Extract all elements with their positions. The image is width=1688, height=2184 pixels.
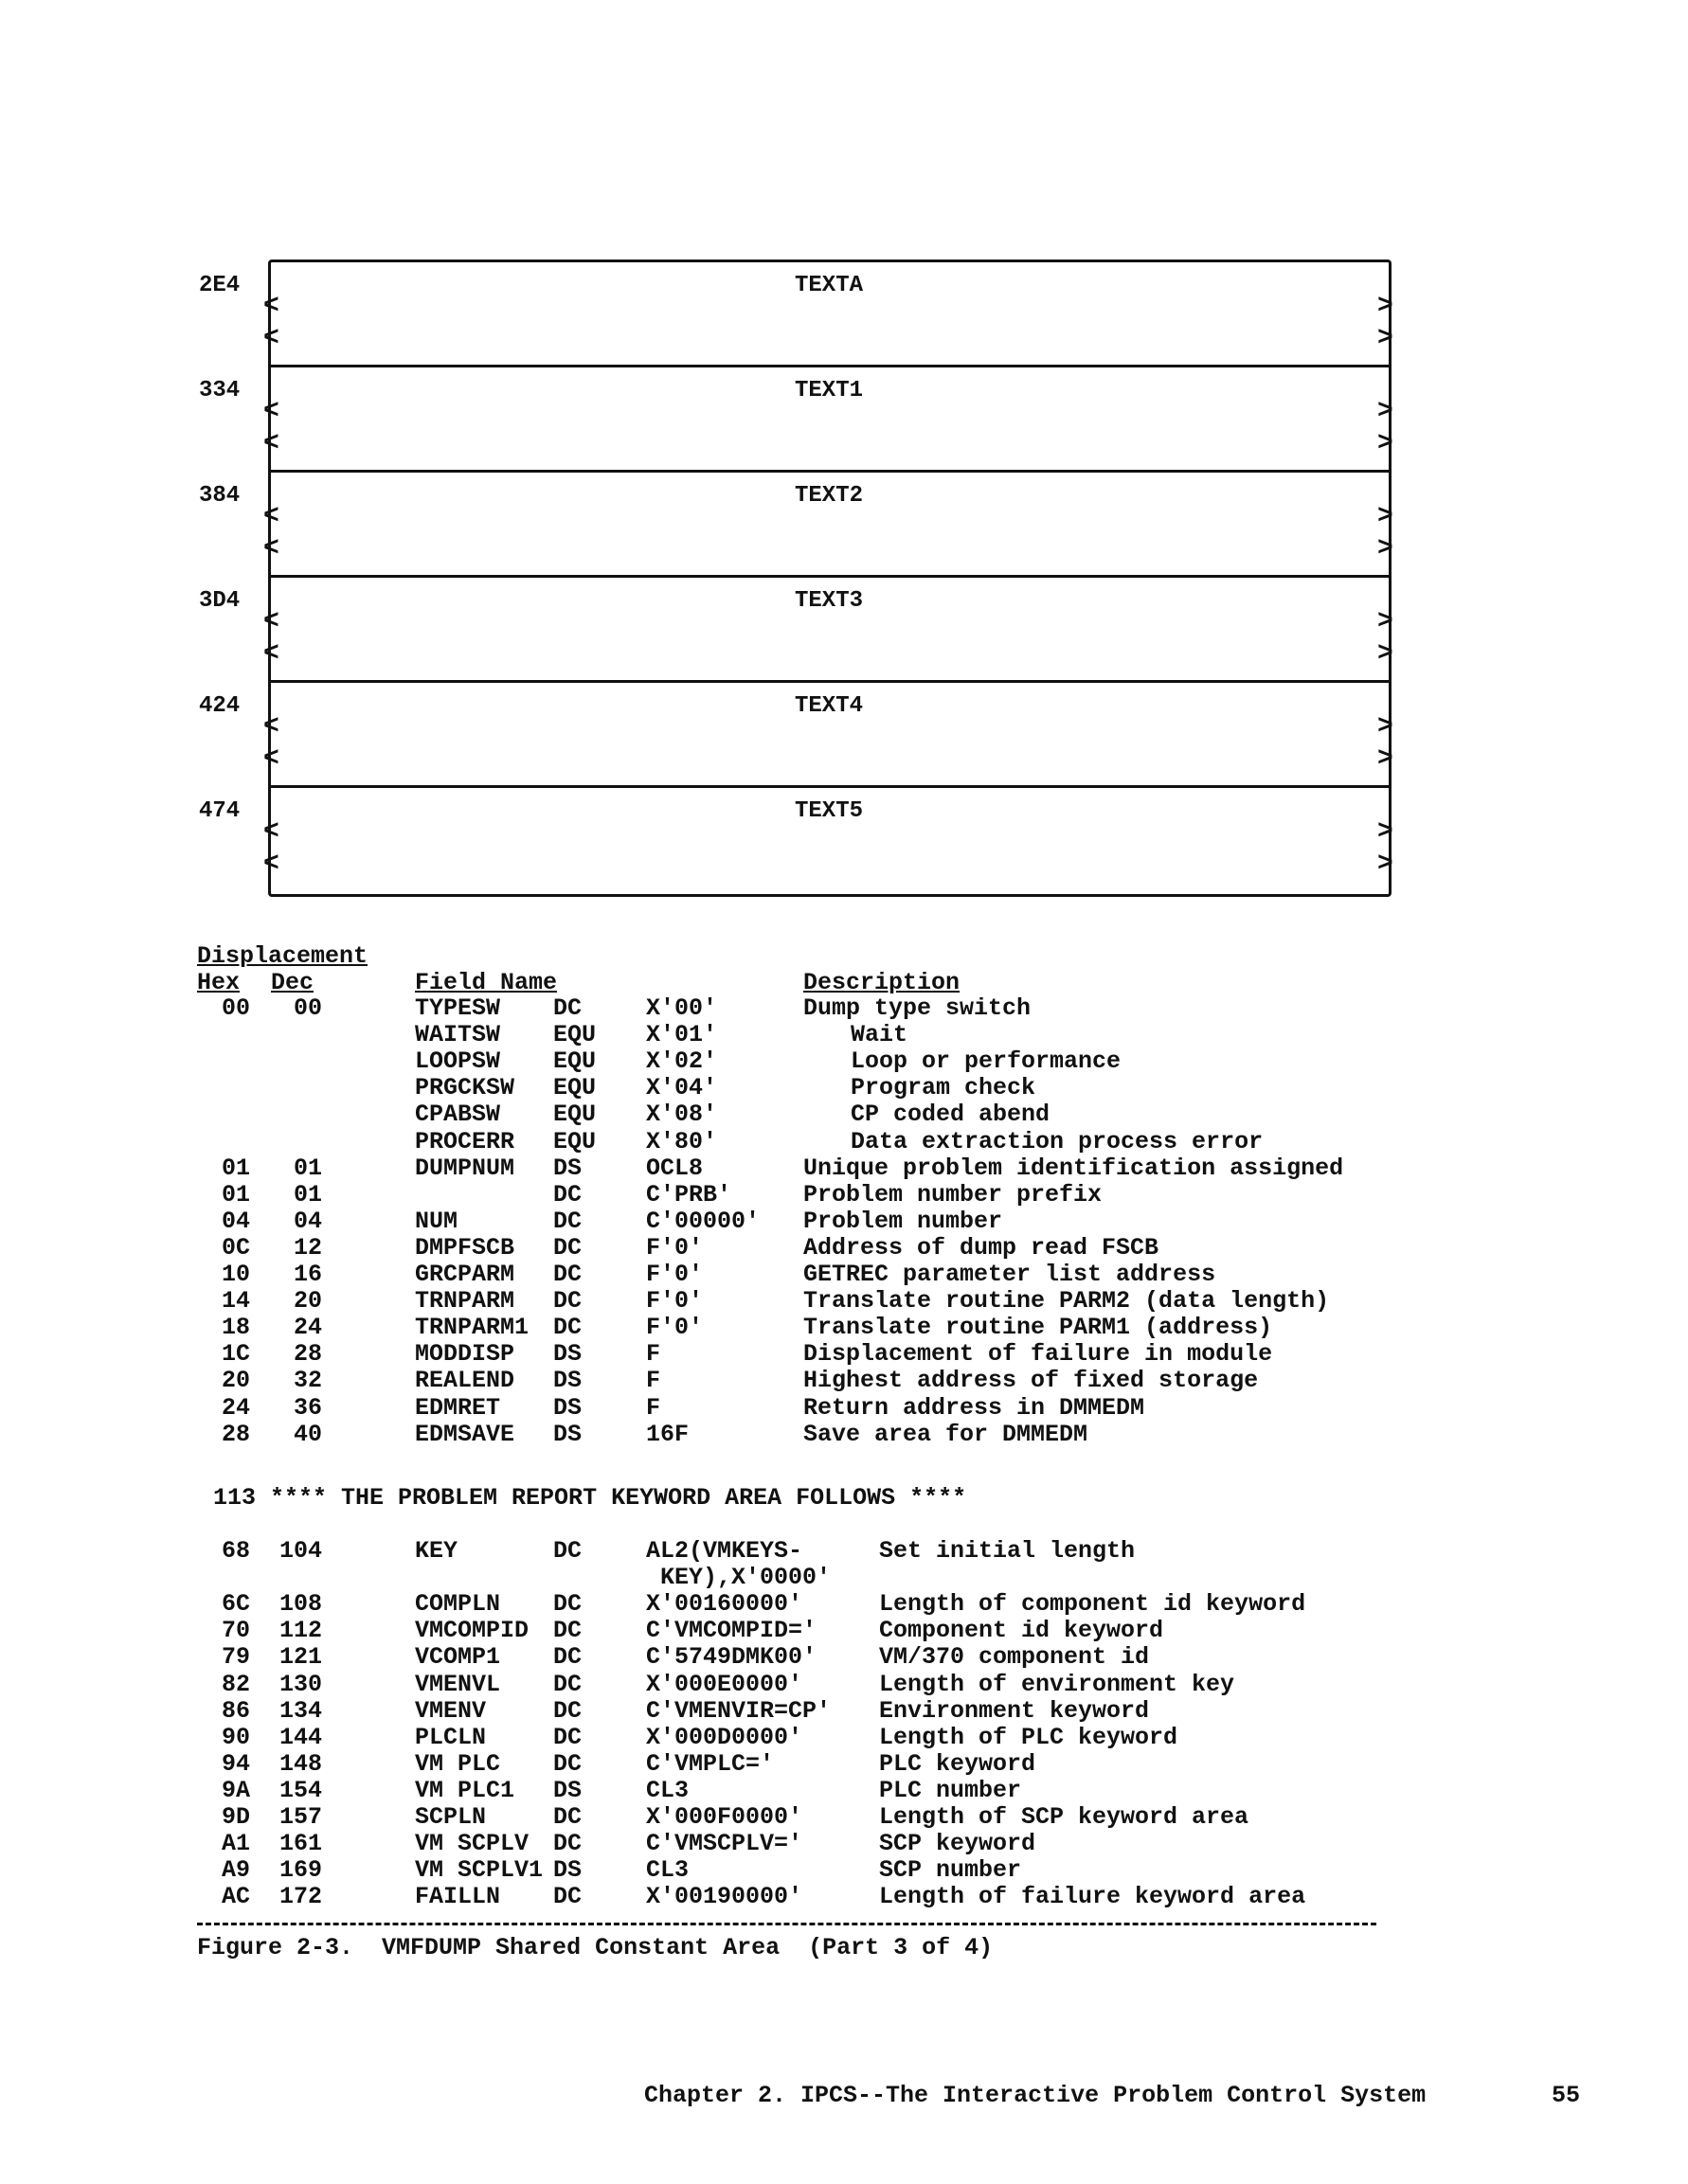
field-value: C'VMENVIR=CP' xyxy=(646,1696,832,1725)
header-dec: Dec xyxy=(271,969,314,996)
field-name: WAITSW xyxy=(415,1021,501,1049)
field-value: X'08' xyxy=(646,1101,718,1129)
field-op: EQU xyxy=(553,1047,597,1076)
field-name: VMENV xyxy=(415,1696,487,1725)
field-op: DC xyxy=(553,1696,583,1725)
hex-displacement: AC xyxy=(221,1883,250,1911)
dec-displacement: 04 xyxy=(293,1207,322,1235)
table-row xyxy=(0,1777,1688,1803)
table-row xyxy=(0,1181,1688,1208)
field-value: X'00' xyxy=(646,994,718,1022)
field-op: DS xyxy=(553,1154,583,1182)
field-description: Length of PLC keyword xyxy=(879,1723,1178,1751)
field-description: Wait xyxy=(851,1021,908,1049)
continuation-mark-right: > xyxy=(1377,850,1393,879)
diagram-separator xyxy=(268,365,1392,367)
continuation-mark-right: > xyxy=(1377,397,1393,426)
field-name: TYPESW xyxy=(415,994,501,1022)
field-value: F'0' xyxy=(646,1314,704,1342)
table-row xyxy=(0,1314,1688,1340)
diagram-offset: 3D4 xyxy=(199,588,241,614)
diagram-offset: 424 xyxy=(199,693,241,719)
dec-displacement: 12 xyxy=(293,1233,322,1262)
field-description: Component id keyword xyxy=(879,1617,1164,1645)
diagram-field-label: TEXT2 xyxy=(794,483,863,509)
table-row xyxy=(0,1830,1688,1856)
diagram-field-label: TEXT5 xyxy=(794,798,863,824)
hex-displacement: A9 xyxy=(221,1856,250,1885)
field-value: AL2(VMKEYS- xyxy=(646,1537,803,1565)
continuation-mark-left: < xyxy=(263,639,279,669)
continuation-mark-right: > xyxy=(1377,292,1393,321)
field-value: F xyxy=(646,1340,661,1369)
dec-displacement: 28 xyxy=(293,1340,322,1369)
diagram-separator xyxy=(268,470,1392,473)
field-value: X'04' xyxy=(646,1074,718,1102)
field-description: Program check xyxy=(851,1074,1036,1102)
diagram-offset: 474 xyxy=(199,798,241,824)
hex-displacement: 94 xyxy=(221,1749,250,1778)
hex-displacement: 20 xyxy=(221,1367,250,1395)
field-op: DC xyxy=(553,1261,583,1288)
field-description: Translate routine PARM2 (data length) xyxy=(803,1287,1330,1316)
hex-displacement: 6C xyxy=(221,1590,250,1619)
field-description: Length of failure keyword area xyxy=(879,1883,1306,1911)
field-name: MODDISP xyxy=(415,1340,515,1369)
field-name: PLCLN xyxy=(415,1723,487,1751)
continuation-mark-right: > xyxy=(1377,502,1393,531)
dec-displacement: 112 xyxy=(278,1617,322,1645)
hex-displacement: 01 xyxy=(221,1154,250,1182)
field-value: C'VMCOMPID=' xyxy=(646,1617,817,1645)
field-name: PROCERR xyxy=(415,1127,515,1155)
continuation-mark-right: > xyxy=(1377,712,1393,742)
field-description: Dump type switch xyxy=(803,994,1032,1022)
dec-displacement: 104 xyxy=(278,1537,322,1565)
continuation-mark-left: < xyxy=(263,397,279,426)
hex-displacement: 9A xyxy=(221,1776,250,1804)
dec-displacement: 32 xyxy=(293,1367,322,1395)
field-value: 16F xyxy=(646,1420,690,1448)
dec-displacement: 16 xyxy=(293,1261,322,1288)
dec-displacement: 134 xyxy=(278,1696,322,1725)
field-name: DUMPNUM xyxy=(415,1154,515,1182)
field-op: DS xyxy=(553,1367,583,1395)
continuation-mark-left: < xyxy=(263,712,279,742)
field-description: VM/370 component id xyxy=(879,1643,1150,1672)
field-description: PLC keyword xyxy=(879,1749,1036,1778)
hex-displacement: 9D xyxy=(221,1803,250,1831)
field-op: DC xyxy=(553,1749,583,1778)
field-description: Highest address of fixed storage xyxy=(803,1367,1259,1395)
dec-displacement: 121 xyxy=(278,1643,322,1672)
field-op: DC xyxy=(553,1883,583,1911)
table-row xyxy=(0,1724,1688,1750)
table-row xyxy=(0,1234,1688,1261)
field-name: CPABSW xyxy=(415,1101,501,1129)
diagram-offset: 384 xyxy=(199,483,241,509)
field-description: Unique problem identification assigned xyxy=(803,1154,1344,1182)
table-row xyxy=(0,1101,1688,1127)
diagram-separator xyxy=(268,680,1392,683)
field-description: Return address in DMMEDM xyxy=(803,1393,1145,1422)
continuation-mark-left: < xyxy=(263,502,279,531)
field-value: F'0' xyxy=(646,1233,704,1262)
field-name: VM SCPLV1 xyxy=(415,1856,544,1885)
table-row xyxy=(0,1564,1688,1590)
field-description: Problem number xyxy=(803,1207,1003,1235)
continuation-mark-left: < xyxy=(263,534,279,564)
table-row xyxy=(0,1340,1688,1367)
field-value: C'PRB' xyxy=(646,1180,732,1208)
continuation-mark-right: > xyxy=(1377,744,1393,774)
field-op: EQU xyxy=(553,1101,597,1129)
dec-displacement: 161 xyxy=(278,1830,322,1858)
table-row xyxy=(0,1671,1688,1697)
diagram-field-label: TEXT4 xyxy=(794,693,863,719)
field-value: C'5749DMK00' xyxy=(646,1643,817,1672)
table-row xyxy=(0,1021,1688,1047)
field-op: DS xyxy=(553,1393,583,1422)
diagram-offset: 2E4 xyxy=(199,273,241,298)
continuation-mark-left: < xyxy=(263,817,279,847)
diagram-separator xyxy=(268,785,1392,788)
page-number: 55 xyxy=(1552,2082,1581,2109)
table-row xyxy=(0,1155,1688,1181)
field-op: DC xyxy=(553,1233,583,1262)
table-row xyxy=(0,1074,1688,1101)
hex-displacement: 70 xyxy=(221,1617,250,1645)
dec-displacement: 00 xyxy=(293,994,322,1022)
field-name: EDMRET xyxy=(415,1393,501,1422)
continuation-mark-left: < xyxy=(263,429,279,458)
dec-displacement: 130 xyxy=(278,1670,322,1698)
field-op: EQU xyxy=(553,1074,597,1102)
field-name: VCOMP1 xyxy=(415,1643,501,1672)
field-description: GETREC parameter list address xyxy=(803,1261,1216,1288)
field-name: VM SCPLV xyxy=(415,1830,530,1858)
field-value: F'0' xyxy=(646,1287,704,1316)
field-name: TRNPARM1 xyxy=(415,1314,530,1342)
table-row xyxy=(0,1261,1688,1287)
field-op: DC xyxy=(553,1287,583,1316)
field-value: X'02' xyxy=(646,1047,718,1076)
field-value: C'VMSCPLV=' xyxy=(646,1830,803,1858)
hex-displacement: 10 xyxy=(221,1261,250,1288)
field-name: LOOPSW xyxy=(415,1047,501,1076)
field-description: Loop or performance xyxy=(851,1047,1122,1076)
keyword-area-banner: 113 **** THE PROBLEM REPORT KEYWORD AREA FOLLOWS **** xyxy=(213,1484,967,1512)
field-op: DC xyxy=(553,1590,583,1619)
field-op: DC xyxy=(553,1643,583,1672)
field-op: DS xyxy=(553,1420,583,1448)
diagram-offset: 334 xyxy=(199,378,241,403)
field-value: F xyxy=(646,1393,661,1422)
dec-displacement: 157 xyxy=(278,1803,322,1831)
dec-displacement: 169 xyxy=(278,1856,322,1885)
field-name: TRNPARM xyxy=(415,1287,515,1316)
hex-displacement: 68 xyxy=(221,1537,250,1565)
table-row xyxy=(0,1697,1688,1724)
field-op: DC xyxy=(553,1537,583,1565)
header-displacement: Displacement xyxy=(197,942,368,970)
field-value: KEY),X'0000' xyxy=(646,1564,832,1592)
dec-displacement: 154 xyxy=(278,1776,322,1804)
dec-displacement: 40 xyxy=(293,1420,322,1448)
hex-displacement: A1 xyxy=(221,1830,250,1858)
dec-displacement: 20 xyxy=(293,1287,322,1316)
hex-displacement: 00 xyxy=(221,994,250,1022)
table-row xyxy=(0,1208,1688,1234)
table-row xyxy=(0,994,1688,1021)
field-description: SCP keyword xyxy=(879,1830,1036,1858)
field-op: DC xyxy=(553,1207,583,1235)
diagram-field-label: TEXT1 xyxy=(794,378,863,403)
table-row xyxy=(0,1394,1688,1421)
table-row xyxy=(0,1367,1688,1393)
hex-displacement: 14 xyxy=(221,1287,250,1316)
field-description: Length of SCP keyword area xyxy=(879,1803,1249,1831)
field-value: X'000F0000' xyxy=(646,1803,803,1831)
field-description: Set initial length xyxy=(879,1537,1136,1565)
chapter-footer: Chapter 2. IPCS--The Interactive Problem Control System xyxy=(644,2082,1427,2109)
header-field-name: Field Name xyxy=(415,969,558,996)
field-value: OCL8 xyxy=(646,1154,704,1182)
hex-displacement: 28 xyxy=(221,1420,250,1448)
field-value: X'00190000' xyxy=(646,1883,803,1911)
field-op: DC xyxy=(553,1723,583,1751)
field-name: COMPLN xyxy=(415,1590,501,1619)
table-row xyxy=(0,1883,1688,1909)
layout-diagram xyxy=(0,0,1688,909)
field-name: REALEND xyxy=(415,1367,515,1395)
diagram-field-label: TEXTA xyxy=(794,273,863,298)
field-op: DC xyxy=(553,1803,583,1831)
field-op: EQU xyxy=(553,1021,597,1049)
table-row xyxy=(0,1643,1688,1670)
field-value: C'00000' xyxy=(646,1207,761,1235)
dec-displacement: 36 xyxy=(293,1393,322,1422)
continuation-mark-right: > xyxy=(1377,429,1393,458)
field-description: CP coded abend xyxy=(851,1101,1051,1129)
dec-displacement: 01 xyxy=(293,1180,322,1208)
field-description: Address of dump read FSCB xyxy=(803,1233,1159,1262)
hex-displacement: 79 xyxy=(221,1643,250,1672)
diagram-separator xyxy=(268,575,1392,578)
table-row xyxy=(0,1590,1688,1617)
field-value: F'0' xyxy=(646,1261,704,1288)
field-description: Length of environment key xyxy=(879,1670,1235,1698)
table-row xyxy=(0,1421,1688,1447)
header-description: Description xyxy=(803,969,961,996)
field-op: DS xyxy=(553,1856,583,1885)
field-value: X'000E0000' xyxy=(646,1670,803,1698)
table-row xyxy=(0,1856,1688,1883)
field-op: DS xyxy=(553,1776,583,1804)
hex-displacement: 18 xyxy=(221,1314,250,1342)
field-op: EQU xyxy=(553,1127,597,1155)
field-op: DC xyxy=(553,1670,583,1698)
table-end-rule xyxy=(197,1923,1376,1925)
continuation-mark-left: < xyxy=(263,744,279,774)
field-op: DC xyxy=(553,1180,583,1208)
dec-displacement: 01 xyxy=(293,1154,322,1182)
continuation-mark-right: > xyxy=(1377,817,1393,847)
dec-displacement: 172 xyxy=(278,1883,322,1911)
field-name: FAILLN xyxy=(415,1883,501,1911)
continuation-mark-right: > xyxy=(1377,534,1393,564)
field-value: X'01' xyxy=(646,1021,718,1049)
field-description: Save area for DMMEDM xyxy=(803,1420,1088,1448)
field-description: Data extraction process error xyxy=(851,1127,1264,1155)
field-name: GRCPARM xyxy=(415,1261,515,1288)
table-row xyxy=(0,1047,1688,1074)
table-row xyxy=(0,1750,1688,1777)
continuation-mark-right: > xyxy=(1377,607,1393,636)
field-name: PRGCKSW xyxy=(415,1074,515,1102)
field-description: PLC number xyxy=(879,1776,1022,1804)
hex-displacement: 1C xyxy=(221,1340,250,1369)
continuation-mark-left: < xyxy=(263,324,279,353)
field-value: C'VMPLC=' xyxy=(646,1749,775,1778)
field-op: DC xyxy=(553,1314,583,1342)
dec-displacement: 148 xyxy=(278,1749,322,1778)
continuation-mark-right: > xyxy=(1377,324,1393,353)
dec-displacement: 144 xyxy=(278,1723,322,1751)
field-value: X'000D0000' xyxy=(646,1723,803,1751)
field-description: SCP number xyxy=(879,1856,1022,1885)
hex-displacement: 86 xyxy=(221,1696,250,1725)
continuation-mark-right: > xyxy=(1377,639,1393,669)
field-name: VM PLC1 xyxy=(415,1776,515,1804)
diagram-field-label: TEXT3 xyxy=(794,588,863,614)
table-row xyxy=(0,1287,1688,1314)
field-op: DC xyxy=(553,994,583,1022)
hex-displacement: 24 xyxy=(221,1393,250,1422)
dec-displacement: 24 xyxy=(293,1314,322,1342)
dec-displacement: 108 xyxy=(278,1590,322,1619)
field-value: X'00160000' xyxy=(646,1590,803,1619)
continuation-mark-left: < xyxy=(263,607,279,636)
figure-caption: Figure 2-3. VMFDUMP Shared Constant Area (Part 3 of 4) xyxy=(197,1934,994,1961)
field-name: SCPLN xyxy=(415,1803,487,1831)
field-description: Length of component id keyword xyxy=(879,1590,1306,1619)
table-row xyxy=(0,1803,1688,1830)
hex-displacement: 04 xyxy=(221,1207,250,1235)
field-op: DS xyxy=(553,1340,583,1369)
field-name: DMPFSCB xyxy=(415,1233,515,1262)
table-row xyxy=(0,1537,1688,1564)
field-name: EDMSAVE xyxy=(415,1420,515,1448)
field-op: DC xyxy=(553,1617,583,1645)
continuation-mark-left: < xyxy=(263,292,279,321)
field-name: NUM xyxy=(415,1207,458,1235)
table-row xyxy=(0,1128,1688,1155)
field-value: CL3 xyxy=(646,1776,690,1804)
field-name: KEY xyxy=(415,1537,458,1565)
field-description: Problem number prefix xyxy=(803,1180,1103,1208)
field-name: VM PLC xyxy=(415,1749,501,1778)
hex-displacement: 0C xyxy=(221,1233,250,1262)
hex-displacement: 82 xyxy=(221,1670,250,1698)
field-value: CL3 xyxy=(646,1856,690,1885)
hex-displacement: 90 xyxy=(221,1723,250,1751)
field-op: DC xyxy=(553,1830,583,1858)
field-description: Displacement of failure in module xyxy=(803,1340,1273,1369)
header-hex: Hex xyxy=(197,969,241,996)
field-description: Translate routine PARM1 (address) xyxy=(803,1314,1273,1342)
field-value: X'80' xyxy=(646,1127,718,1155)
field-value: F xyxy=(646,1367,661,1395)
table-row xyxy=(0,1617,1688,1643)
field-name: VMENVL xyxy=(415,1670,501,1698)
hex-displacement: 01 xyxy=(221,1180,250,1208)
continuation-mark-left: < xyxy=(263,850,279,879)
field-description: Environment keyword xyxy=(879,1696,1150,1725)
field-name: VMCOMPID xyxy=(415,1617,530,1645)
